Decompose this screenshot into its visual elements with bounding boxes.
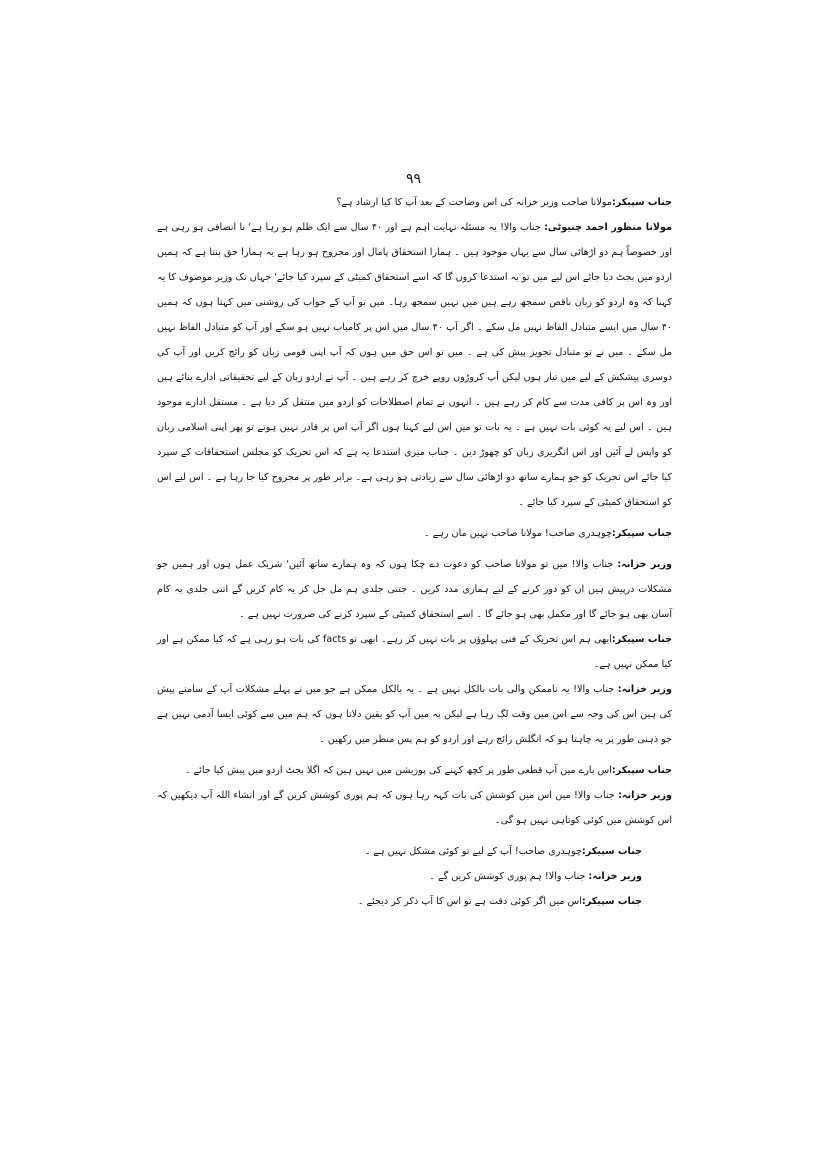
paragraph (157, 889, 672, 914)
paragraph (157, 190, 672, 215)
paragraph (157, 677, 672, 752)
paragraph-text: جناب والا! یہ ناممکن والی بات بالکل نہیں ہے ۔ یہ بالکل ممکن ہے جو میں نے پہلے مشکلات آپ کے سامنے پیش کی ہیں اس کی وجہ سے اس میں وقت لگ رہا ہے لیکن یہ میں آپ کو یقین دلاتا ہوں کہ ہم میں سے کوئی ایسا آدمی نہیں ہے جو ذہنی طور پر یہ چاہتا ہو کہ انگلش رائج رہے اور اردو کو ہم پس منظر میں رکھیں ۔ (157, 684, 672, 745)
paragraph-text: ابھی ہم اس تحریک کے فنی پہلوؤں پر بات نہیں کر رہے۔ ابھی تو facts کی بات ہو رہی ہے کہ کیا ممکن ہے اور کیا ممکن نہیں ہے۔ (157, 634, 672, 670)
paragraph-text: چوہدری صاحب! آپ کے لیے تو کوئی مشکل نہیں ہے ۔ (364, 846, 582, 857)
paragraph-text: اس بارے میں آپ قطعی طور پر کچھ کہنے کی پوزیشن میں نہیں ہیں کہ اگلا بجٹ اردو میں پیش کیا جائے ۔ (184, 765, 612, 776)
speaker-name: وزیر خزانہ: (588, 871, 642, 882)
speaker-name: وزیر خزانہ: (617, 559, 672, 570)
paragraph-text: جناب والا! میں تو مولانا صاحب کو دعوت دے چکا ہوں کہ وہ ہمارے ساتھ آئیں' شریک عمل ہوں اور ہمیں جو مشکلات درپیش ہیں ان کو دور کرنے کے لیے ہماری مدد کریں ۔ جتنی جلدی ہم مل جل کر یہ کام کریں گے اتنی جلدی یہ کام آسان بھی ہو جائے گا اور مکمل بھی ہو جائے گا ۔ اسے استحقاق کمیٹی کے سپرد کرنے کی ضرورت نہیں ہے ۔ (157, 559, 672, 620)
paragraph (157, 215, 672, 515)
paragraph (157, 864, 672, 889)
paragraph (157, 758, 672, 783)
paragraph (157, 521, 672, 546)
paragraph-text: چوہدری صاحب! مولانا صاحب نہیں مان رہے ۔ (423, 528, 612, 539)
paragraph (157, 627, 672, 677)
paragraph (157, 839, 672, 864)
transcript-body (157, 190, 672, 914)
speaker-name: جناب سپیکر: (581, 896, 642, 907)
paragraph (157, 552, 672, 627)
speaker-name: مولانا منظور احمد چنیوٹی: (544, 222, 672, 233)
speaker-name: جناب سپیکر: (611, 197, 672, 208)
speaker-name: جناب سپیکر: (581, 846, 642, 857)
speaker-name: جناب سپیکر: (611, 765, 672, 776)
paragraph-text: مولانا صاحب وزیر خزانہ کی اس وضاحت کے بعد آپ کا کیا ارشاد ہے؟ (336, 197, 612, 208)
speaker-name: وزیر خزانہ: (618, 790, 672, 801)
paragraph-text: جناب والا! میں اس میں کوشش کی بات کہہ رہا ہوں کہ ہم پوری کوشش کریں گے اور انشاء اللہ آپ دیکھیں کہ اس کوشش میں کوئی کوتاہی نہیں ہو گی۔ (157, 790, 672, 826)
paragraph-text: جناب والا! ہم پوری کوشش کریں گے ۔ (429, 871, 589, 882)
paragraph-text: جناب والا! یہ مسئلہ نہایت اہم ہے اور ۴۰ سال سے ایک ظلم ہو رہا ہے' نا انصافی ہو رہی ہے اور خصوصاً ہم دو اڑھائی سال سے یہاں موجود ہیں ۔ ہمارا استحقاق پامال اور مجروح ہو رہا ہے یہ ہمارا حق بنتا ہے کہ ہمیں اردو میں بجٹ دیا جائے اس لیے میں تو یہ استدعا کروں گا کہ اسے استحقاق کمیٹی کے سپرد کیا جائے' جہاں تک وزیر موصوف کا یہ کہنا کہ وہ اردو کو زبان ناقص سمجھ رہے ہیں میں نہیں سمجھ رہا۔ میں تو آپ کے جواب کی روشنی میں کہتا ہوں کہ ہمیں ۴۰ سال میں ایسے متبادل الفاظ نہیں مل سکے ۔ اگر آپ ۴۰ سال میں اس پر کامیاب نہیں ہو سکے اور آپ کو متبادل الفاظ نہیں مل سکے ۔ میں نے تو متبادل تجویز پیش کی ہے ۔ میں تو اس حق میں ہوں کہ آپ اپنی قومی زبان کو رائج کریں اور آپ کی دوسری پیشکش کے لیے میں تیار ہوں لیکن آپ کروڑوں روپے خرچ کر رہے ہیں ۔ آپ نے اردو زبان کے لیے تحقیقاتی ادارے بنائے ہیں اور وہ اس پر کافی مدت سے کام کر رہے ہیں ۔ انہوں نے تمام اصطلاحات کو اردو میں منتقل کر دیا ہے ۔ مستقل ادارے موجود ہیں ۔ اس لیے یہ کوئی بات نہیں ہے ۔ یہ بات تو میں اس لیے کہتا ہوں اگر آپ اس پر قادر نہیں ہوتے تو پھر اپنی اسلامی زبان کو واپس لے آئیں اور اس انگریزی زبان کو چھوڑ دیں ۔ جناب میری استدعا یہ ہے کہ اس تحریک کو مجلس استحقاقات کے سپرد کیا جائے اس تحریک کو جو ہمارے ساتھ دو اڑھائی سال سے زیادتی ہو رہی ہے۔ برابر طور پر مجروح کیا جا رہا ہے ۔ اس لیے اس کو استحقاق کمیٹی کے سپرد کیا جائے ۔ (157, 222, 672, 508)
speaker-name: جناب سپیکر: (611, 528, 672, 539)
speaker-name: جناب سپیکر: (611, 634, 672, 645)
paragraph (157, 783, 672, 833)
page-number: ۹۹ (405, 171, 422, 187)
paragraph-text: اس میں اگر کوئی دقت ہے تو اس کا آپ ذکر کر دیجئے ۔ (357, 896, 582, 907)
speaker-name: وزیر خزانہ: (617, 684, 672, 695)
